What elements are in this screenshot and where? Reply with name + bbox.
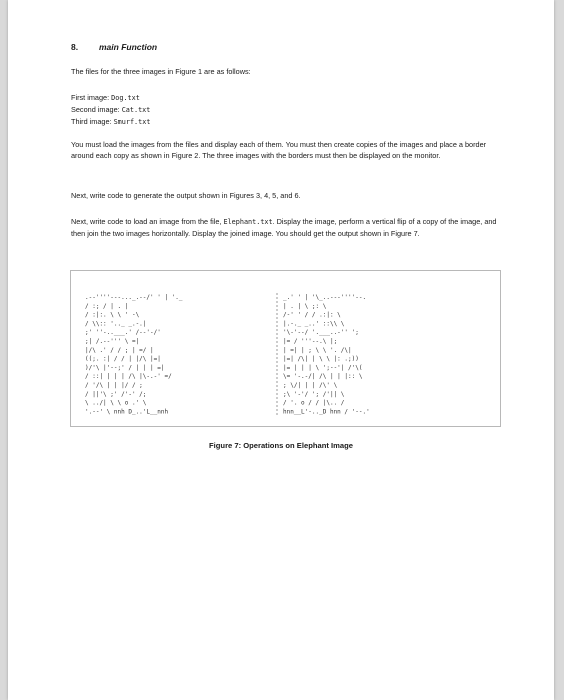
section-number: 8.: [71, 42, 79, 52]
ascii-line: |= / '''--.\ |;: [283, 338, 338, 345]
elephant-text-part2: . Display the image, perform a vertical flip of a copy of the image, and then join the two images horizontally. Display the joined image. You should get the output shown in Figure 7.: [71, 217, 497, 238]
files-intro-paragraph: The files for the three images in Figure 1 are as follows:: [71, 67, 251, 76]
figures-3-6-paragraph: Next, write code to generate the output shown in Figures 3, 4, 5, and 6.: [71, 191, 301, 200]
ascii-line: / :|:. \ \ ' -\: [85, 311, 140, 319]
file-name: Cat.txt: [121, 106, 151, 114]
figure-caption: Figure 7: Operations on Elephant Image: [209, 441, 353, 450]
ascii-art-elephants: [71, 271, 500, 426]
elephant-right-flipped: [283, 294, 370, 415]
ascii-line: |= | | | \ ';--'| /'\(: [283, 364, 363, 372]
elephant-filename: Elephant.txt: [223, 218, 273, 226]
ascii-line: / ::| | | | /\ |\-.-' =/: [85, 373, 172, 381]
elephant-left-original: [85, 294, 183, 415]
ascii-line: ;' ''-..___.' /--'-/': [85, 329, 161, 337]
elephant-text-part1: Next, write code to load an image from the file,: [71, 217, 224, 226]
load-images-paragraph: You must load the images from the files and display each of them. You must then create copies of the images and place a border around each copy as shown in Figure 2. The three images with the borders must then be displayed on the monitor.: [71, 140, 487, 160]
ascii-line: \= '-.-/| /\ | | |:: \: [283, 373, 363, 381]
elephant-paragraph: [71, 216, 501, 239]
ascii-line: | =| | ; \ \ '. /\|: [283, 346, 352, 354]
ascii-line: .--''''---..._.--/' ' | '._: [85, 294, 183, 301]
section-heading: [71, 42, 157, 52]
ascii-line: |.-._ _..' ::\\ \: [283, 320, 345, 328]
ascii-line: ((;. :| / / | |/\ |=|: [85, 355, 161, 363]
ascii-line: /-' ' / / .:|: \: [283, 311, 341, 319]
document-page: [8, 0, 554, 700]
ascii-line: | . | \ ;: \: [283, 302, 327, 310]
file-label: First image:: [71, 93, 112, 102]
ascii-line: / :; / | . |: [85, 302, 129, 310]
ascii-line: / '. o / / |\.. /: [283, 399, 345, 407]
ascii-line: \ ../| \ \ o .' \: [85, 399, 147, 407]
ascii-line: '\-'--/ '.___..-'' ';: [283, 329, 359, 337]
ascii-line: |=| /\| | \ \ |: .;)): [283, 355, 359, 363]
ascii-line: )/'\ |'--;' / | | | =|: [85, 364, 165, 372]
ascii-line: / \\:: '.._ _.-.|: [85, 320, 147, 328]
figure-7-output-box: [70, 270, 501, 427]
ascii-line: _.' ' | '\_..---''''--.: [283, 294, 367, 301]
file-name: Dog.txt: [111, 94, 140, 102]
file-line-third: [71, 116, 501, 128]
section-title: main Function: [99, 42, 158, 52]
ascii-line: ; \/| | | /\' \: [283, 382, 338, 389]
ascii-line: ;| /.--''' \ =|: [85, 338, 140, 345]
ascii-line: / ||'\ ;' /'-' /;: [85, 390, 147, 398]
ascii-line: |/\ .' / / ; | =/ |: [85, 346, 154, 354]
file-label: Third image:: [71, 117, 114, 126]
file-name: Smurf.txt: [113, 118, 151, 126]
file-label: Second image:: [71, 105, 122, 114]
ascii-line: '.--' \ nnh D_..'L__nnh: [85, 408, 169, 416]
ascii-line: ;\ '-'/ '; /'|| \: [283, 390, 345, 398]
file-line-first: [71, 92, 501, 104]
ascii-line: hnn__L'-.._D hnn / '--.': [283, 408, 370, 416]
file-line-second: [71, 104, 501, 116]
files-list: [71, 92, 501, 128]
ascii-line: / '/\ | | |/ / ;: [85, 382, 143, 389]
